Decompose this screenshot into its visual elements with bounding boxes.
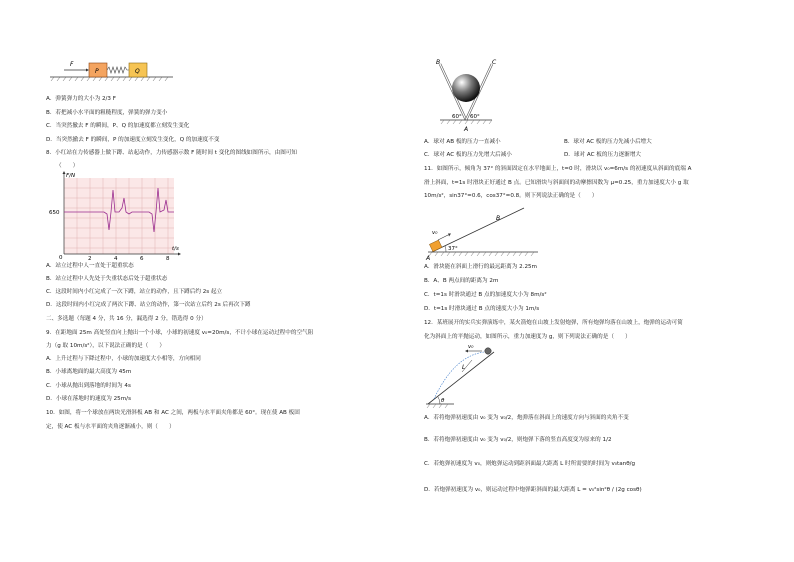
- graph-xlabel: t/s: [172, 246, 179, 252]
- q11-option-c: C．t=1s 时滑块通过 B 点的加速度大小为 8m/s²: [424, 292, 547, 298]
- q7-option-a: A．弹簧弹力的大小为 2/3 F: [46, 96, 116, 102]
- q8-option-d: D．这段时间内小红完成了两次下蹲、站立的动作，第一次站立后约 2s 后再次下蹲: [46, 302, 251, 308]
- q7-option-d: D．当突然撤去 F 的瞬间，P 的加速度立刻发生变化，Q 的加速度不变: [46, 137, 220, 143]
- q11-stem-line3: 10m/s²，sin37°=0.6，cos37°=0.8。则下列说法正确的是（ ）: [424, 193, 598, 199]
- q11-option-d: D．t=1s 时滑块通过 B 点的速度大小为 1m/s: [424, 306, 540, 312]
- v0-label: v₀: [468, 344, 474, 350]
- spring-blocks-figure: [48, 58, 178, 84]
- ball: [452, 74, 480, 102]
- q9-stem-line2: 力（g 取 10m/s²），以下说法正确的是（ ）: [46, 343, 166, 349]
- force-label-f: F: [70, 61, 74, 68]
- right-column: [424, 0, 784, 562]
- initial-velocity-label: v₀: [432, 230, 438, 236]
- q11-stem-line1: 11．如图所示，倾角为 37° 的斜面固定在水平地面上，t=0 时，滑块以 v₀=6m/s 的初速度从斜面的底端 A: [424, 166, 692, 172]
- distance-l-label: L: [462, 364, 466, 371]
- angle-label-right: 60°: [470, 114, 480, 120]
- vertex-label-a: A: [464, 126, 469, 133]
- point-b-label: B: [496, 215, 501, 222]
- q10-option-d: D．球对 AC 板的压力逐渐增大: [564, 152, 642, 158]
- q8-option-c: C．这段时间内小红完成了一次下蹲，站立的动作，且下蹲后约 2s 起立: [46, 289, 223, 295]
- graph-xtick-8: 8: [166, 256, 170, 260]
- projectile-slope-figure: [424, 342, 534, 410]
- force-time-graph: [46, 170, 186, 260]
- q10-option-c: C．球对 AC 板的压力先增大后减小: [424, 152, 512, 158]
- q8-stem-line1: 8．小红站在力传感器上做下蹲、站起动作，力传感器示数 F 随时间 t 变化的图线如图所示，由图可知: [46, 150, 298, 156]
- graph-xtick-4: 4: [114, 256, 118, 260]
- graph-xtick-2: 2: [88, 256, 92, 260]
- incline-block-figure: [424, 204, 544, 260]
- graph-y-650: 650: [49, 210, 60, 216]
- board-label-b: B: [436, 59, 441, 66]
- graph-ylabel: F/N: [66, 173, 76, 179]
- q11-stem-line2: 滑上斜面，t=1s 时滑块正好通过 B 点。已知滑块与斜面间的动摩擦因数为 μ=0.25，重力加速度大小 g 取: [424, 180, 689, 186]
- q10-stem-line1: 10．如图，将一个球放在两块光滑斜板 AB 和 AC 之间，两板与水平面夹角都是 60°。现在使 AB 板固: [46, 410, 300, 416]
- q8-option-a: A．站立过程中人一直处于超重状态: [46, 263, 134, 269]
- q9-option-b: B．小球离地面的最大高度为 45m: [46, 369, 132, 375]
- q11-option-b: B．A、B 两点间的距离为 2m: [424, 278, 499, 284]
- point-a-label: A: [426, 255, 431, 260]
- ball-between-boards-figure: [426, 58, 510, 134]
- q9-option-d: D．小球在落地时的速度为 25m/s: [46, 396, 131, 402]
- trajectory: [434, 352, 484, 399]
- q10-stem-line2: 定，使 AC 板与水平面的夹角逐渐减小，则（ ）: [46, 424, 175, 430]
- section-2-title: 二、多选题（每题 4 分，共 16 分，漏选得 2 分，错选得 0 分）: [46, 316, 207, 322]
- q12-stem-line1: 12．某班展开的实兵实弹演练中，某火箭炮在山坡上发射炮弹，所有炮弹均落在山坡上，炮弹的运动可简: [424, 320, 683, 326]
- graph-origin: 0: [59, 255, 63, 260]
- q12-option-d: D．若炮弹初速度为 v₀，则运动过程中炮弹距斜面的最大距离 L = v₀²sin²θ / (2g cosθ): [424, 487, 642, 493]
- slider-block: [429, 240, 441, 252]
- angle-label-left: 60°: [452, 114, 462, 120]
- graph-xtick-6: 6: [140, 256, 144, 260]
- left-column: [46, 0, 406, 562]
- incline-angle-label: 37°: [448, 246, 458, 252]
- q12-option-c: C．若炮弹初速度为 v₀，则炮弹运动到距斜面最大距离 L 时所需要的时间为 v₀tanθ/g: [424, 461, 636, 467]
- q7-option-b: B．若把减小水平面的粗糙程度，弹簧的弹力变小: [46, 110, 168, 116]
- q11-option-a: A．滑块能在斜面上滑行的最远距离为 2.25m: [424, 264, 538, 270]
- block-p-label: P: [95, 68, 99, 75]
- spring: [107, 67, 129, 73]
- q9-option-a: A．上升过程与下降过程中，小球的加速度大小相等，方向相同: [46, 356, 201, 362]
- q12-option-b: B．若将炮弹初速度由 v₀ 变为 v₀/2，则炮弹下落的竖直高度变为原来的 1/2: [424, 437, 612, 443]
- q12-stem-line2: 化为斜面上的平抛运动，如图所示，重力加速度为 g，则下列说法正确的是（ ）: [424, 334, 631, 340]
- theta-label: θ: [441, 398, 445, 404]
- q7-option-c: C．当突然撤去 F 的瞬间，P、Q 的加速度都立刻发生变化: [46, 123, 190, 129]
- q12-option-a: A．若将炮弹初速度由 v₀ 变为 v₀/2，炮弹落在斜面上的速度方向与斜面的夹角不变: [424, 415, 629, 421]
- shell: [485, 348, 491, 354]
- q8-stem-line2: （ ）: [56, 163, 79, 169]
- q8-option-b: B．站立过程中人先处于失重状态后处于超重状态: [46, 276, 168, 282]
- block-q-label: Q: [135, 68, 140, 75]
- q10-option-a: A．球对 AB 板的压力一直减小: [424, 139, 501, 145]
- q9-stem-line1: 9．在距地面 25m 高处竖直向上抛出一个小球，小球的初速度 v₀=20m/s，不计小球在运动过程中的空气阻: [46, 330, 314, 336]
- q9-option-c: C．小球从抛出到落地的时间为 4s: [46, 383, 131, 389]
- q10-option-b: B．球对 AC 板的压力先减小后增大: [564, 139, 652, 145]
- board-label-c: C: [492, 59, 497, 66]
